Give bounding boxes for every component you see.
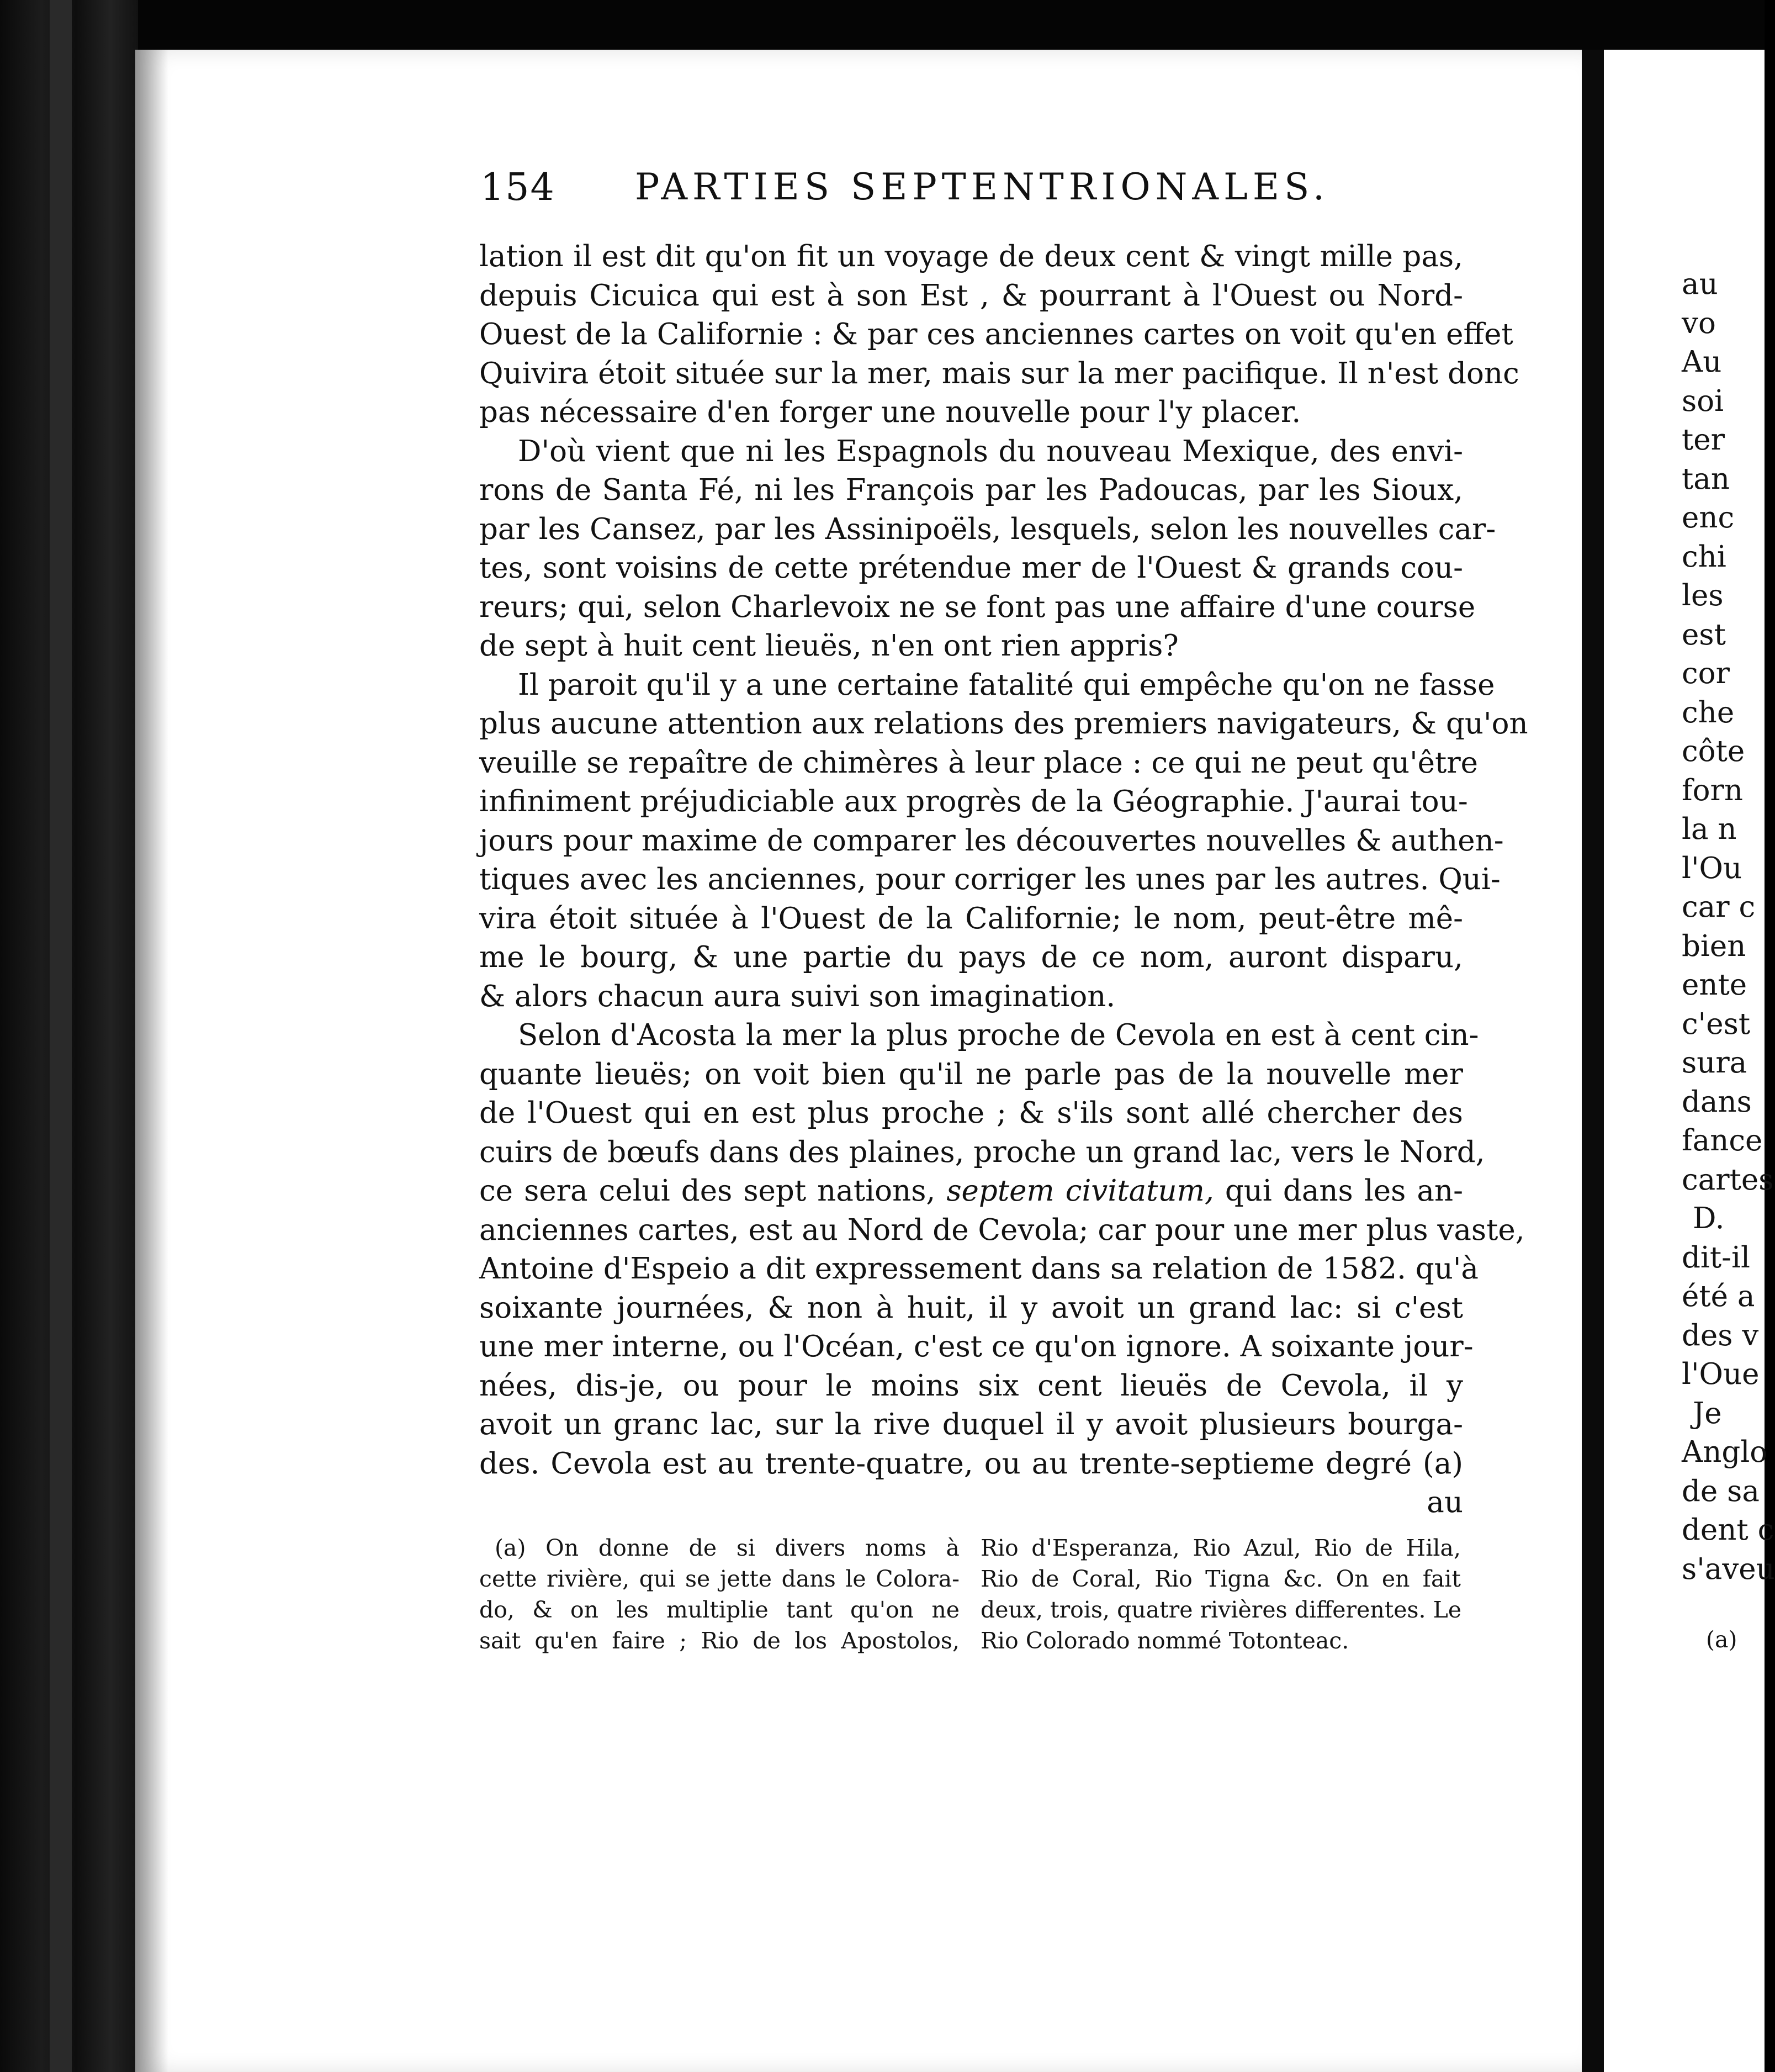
right-page-footnote-marker: (a): [1706, 1626, 1737, 1653]
right-page-fragment: car c: [1682, 890, 1756, 924]
text-line: Ouest de la Californie : & par ces anciennes cartes on voit qu'en effet: [479, 318, 1513, 351]
footnote-line: cette rivière, qui se jette dans le Colora-: [479, 1566, 960, 1592]
text-line: anciennes cartes, est au Nord de Cevola; car pour une mer plus vaste,: [479, 1213, 1525, 1247]
right-page-fragment: cor: [1682, 657, 1730, 690]
right-page-fragment: ter: [1682, 423, 1725, 457]
text-line: pas nécessaire d'en forger une nouvelle pour l'y placer.: [479, 395, 1301, 429]
text-line: veuille se repaître de chimères à leur place : ce qui ne peut qu'être: [479, 746, 1479, 780]
right-page-fragment: chi: [1682, 540, 1726, 574]
right-page-fragment: été a: [1682, 1280, 1755, 1313]
right-page-fragment: che: [1682, 695, 1735, 730]
right-page-fragment: des v: [1682, 1318, 1759, 1352]
right-page-fragment: D.: [1693, 1202, 1725, 1235]
text-line: rons de Santa Fé, ni les François par les Padoucas, par les Sioux,: [479, 473, 1463, 507]
right-page-fragment: les: [1682, 579, 1724, 612]
text-line: de sept à huit cent lieuës, n'en ont rien appris?: [479, 629, 1179, 663]
text-line: jours pour maxime de comparer les découvertes nouvelles & authen-: [479, 823, 1504, 858]
right-page-fragment: s'aveu: [1682, 1552, 1775, 1586]
page-gutter-shadow: [135, 50, 168, 2072]
text-line: des. Cevola est au trente-quatre, ou au trente-septieme degré (a): [479, 1446, 1463, 1481]
right-page-fragment: dent c: [1682, 1513, 1774, 1547]
right-page-fragment: fance: [1682, 1124, 1763, 1157]
right-page-fragment: cartes: [1682, 1162, 1774, 1197]
text-line: une mer interne, ou l'Océan, c'est ce qu'on ignore. A soixante jour-: [479, 1330, 1474, 1363]
footnote-line: Rio de Coral, Rio Tigna &c. On en fait: [981, 1566, 1461, 1592]
text-line: depuis Cicuica qui est à son Est , & pourrant à l'Ouest ou Nord-: [479, 278, 1463, 313]
text-line: quante lieuës; on voit bien qu'il ne parle pas de la nouvelle mer: [479, 1057, 1463, 1091]
footnote-column-right: [981, 1532, 1461, 1656]
text-line: Selon d'Acosta la mer la plus proche de Cevola en est à cent cin-: [518, 1018, 1479, 1052]
right-page-fragment: Anglo: [1682, 1435, 1768, 1469]
footnote-line: sait qu'en faire ; Rio de los Apostolos,: [479, 1627, 960, 1654]
text-line: nées, dis-je, ou pour le moins six cent lieuës de Cevola, il y: [479, 1368, 1463, 1403]
right-page-fragment: est: [1682, 617, 1726, 652]
footnote-line: deux, trois, quatre rivières differentes. Le: [981, 1597, 1462, 1623]
text-line: avoit un granc lac, sur la rive duquel il y avoit plusieurs bourga-: [479, 1408, 1463, 1441]
footnote-line: Rio d'Esperanza, Rio Azul, Rio de Hila,: [981, 1535, 1461, 1561]
italic-phrase: septem civitatum,: [946, 1174, 1214, 1208]
text-line: tes, sont voisins de cette prétendue mer de l'Ouest & grands cou-: [479, 551, 1463, 585]
right-page-fragment: Au: [1682, 345, 1722, 379]
text-segment: qui dans les an-: [1214, 1174, 1464, 1208]
text-segment: ce sera celui des sept nations,: [479, 1174, 936, 1208]
right-page-fragment: l'Ou: [1682, 851, 1742, 885]
body-text: [479, 237, 1528, 1523]
right-page-fragment: forn: [1682, 773, 1743, 807]
text-line-with-italic: [479, 1172, 1463, 1211]
right-page-fragment: enc: [1682, 501, 1735, 535]
text-line: Antoine d'Espeio a dit expressement dans sa relation de 1582. qu'à: [479, 1252, 1479, 1286]
text-line: de l'Ouest qui en est plus proche ; & s'ils sont allé chercher des: [479, 1096, 1463, 1130]
right-page-fragment: soi: [1682, 384, 1724, 418]
text-line: cuirs de bœufs dans des plaines, proche un grand lac, vers le Nord,: [479, 1135, 1485, 1169]
page-gutter: [1582, 50, 1604, 2072]
right-page-fragment: de sa: [1682, 1474, 1760, 1508]
text-line: par les Cansez, par les Assinipoëls, lesquels, selon les nouvelles car-: [479, 512, 1496, 546]
right-page-fragment: tan: [1682, 462, 1730, 496]
catchword: au: [1427, 1486, 1463, 1519]
right-page-fragment: dit-il: [1682, 1240, 1750, 1275]
text-line: soixante journées, & non à huit, il y avoit un grand lac: si c'est: [479, 1291, 1463, 1325]
text-line: me le bourg, & une partie du pays de ce nom, auront disparu,: [479, 940, 1463, 974]
text-line: vira étoit située à l'Ouest de la Californie; le nom, peut-être mê-: [479, 901, 1463, 935]
right-page-fragment: Je: [1693, 1396, 1722, 1430]
footnote-line: do, & on les multiplie tant qu'on ne: [479, 1597, 960, 1623]
running-head: PARTIES SEPTENTRIONALES.: [635, 166, 1329, 208]
text-line: infiniment préjudiciable aux progrès de la Géographie. J'aurai tou-: [479, 785, 1468, 818]
right-page-fragment: côte: [1682, 734, 1745, 768]
text-line: D'où vient que ni les Espagnols du nouveau Mexique, des envi-: [518, 434, 1463, 468]
text-line: Quivira étoit située sur la mer, mais sur la mer pacifique. Il n'est donc: [479, 356, 1519, 390]
right-page-fragment: bien: [1682, 929, 1746, 963]
right-page-fragment: ente: [1682, 968, 1747, 1002]
right-page-fragment: c'est: [1682, 1007, 1751, 1041]
footnote-column-left: [479, 1532, 960, 1656]
right-page-fragment: dans: [1682, 1085, 1752, 1119]
page-number: 154: [480, 166, 555, 209]
footnote-line: (a) On donne de si divers noms à: [495, 1535, 960, 1561]
footnote-line: Rio Colorado nommé Totonteac.: [981, 1627, 1349, 1654]
text-line: Il paroit qu'il y a une certaine fatalité qui empêche qu'on ne fasse: [518, 668, 1495, 702]
text-line: plus aucune attention aux relations des premiers navigateurs, & qu'on: [479, 707, 1528, 741]
footnotes: [479, 1532, 1467, 1665]
binding-edge: [50, 0, 72, 2072]
text-line: lation il est dit qu'on fit un voyage de deux cent & vingt mille pas,: [479, 240, 1463, 273]
right-page-fragment: vo: [1682, 306, 1716, 340]
right-page-fragment: l'Oue: [1682, 1357, 1760, 1391]
text-line: & alors chacun aura suivi son imagination.: [479, 979, 1116, 1013]
text-line: tiques avec les anciennes, pour corriger les unes par les autres. Qui-: [479, 863, 1501, 896]
text-line: reurs; qui, selon Charlevoix ne se font pas une affaire d'une course: [479, 590, 1476, 624]
right-page-text: [1682, 265, 1775, 1589]
right-page-fragment: la n: [1682, 812, 1737, 846]
right-page-fragment: au: [1682, 267, 1718, 301]
right-page-fragment: sura: [1682, 1046, 1747, 1080]
